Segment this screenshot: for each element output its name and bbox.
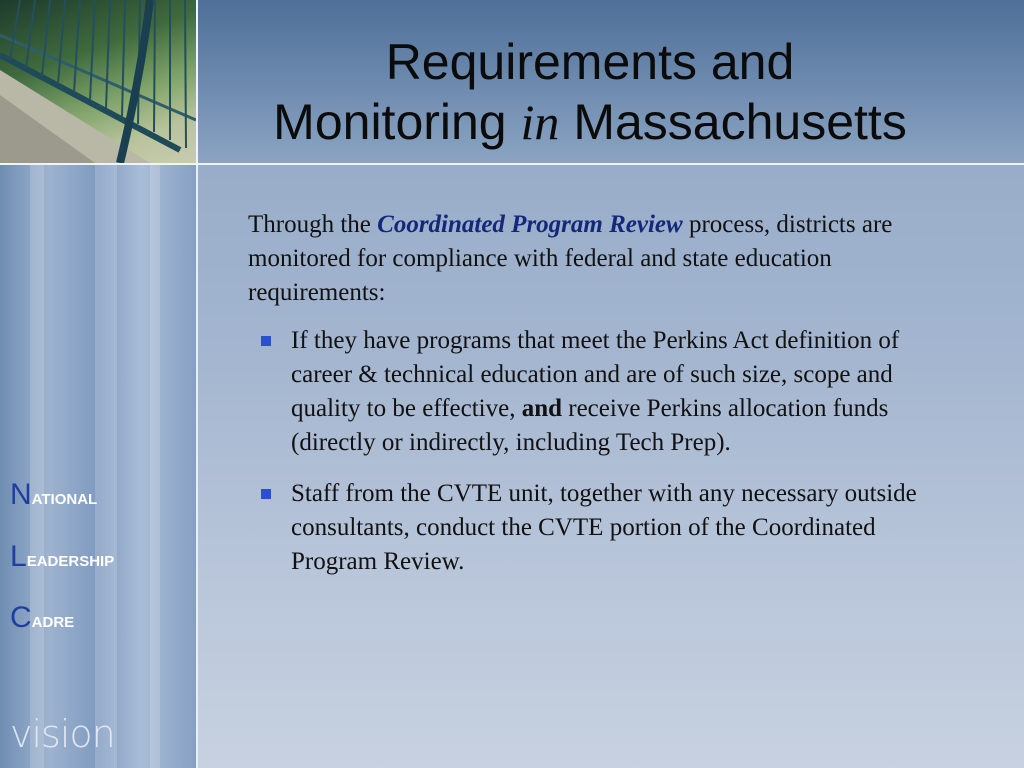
nlc-rest-national: ATIONAL <box>31 491 98 508</box>
nlc-initial-l: L <box>10 540 27 573</box>
bridge-railing-image <box>0 0 196 163</box>
intro-text-post: process, districts are monitored for compliance with federal and state education requirements: <box>248 211 893 306</box>
title-word-in: in <box>520 94 560 150</box>
nlc-leadership <box>10 540 114 574</box>
bullet1-text-pre: If they have programs that meet the Perkins Act definition of career & technical education and are of such size, scope and quality to be effective, <box>291 327 900 422</box>
slide-content <box>248 208 968 596</box>
bullet1-bold: and <box>521 395 563 422</box>
title-word-massachusetts: Massachusetts <box>573 94 907 150</box>
bridge-photo <box>0 0 198 163</box>
nlc-initial-n: N <box>10 478 32 511</box>
title-line-1: Requirements and <box>385 34 795 90</box>
nlc-cadre <box>10 601 74 635</box>
list-item <box>248 324 961 460</box>
title-word-monitoring: Monitoring <box>273 94 507 150</box>
bullet2-text: Staff from the CVTE unit, together with any necessary outside consultants, conduct the CVTE portion of the Coordinated Program Review. <box>291 480 917 575</box>
sidebar-stripe <box>150 165 160 768</box>
nlc-initial-c: C <box>10 601 32 634</box>
sidebar-stripe <box>30 165 44 768</box>
list-item <box>248 477 961 579</box>
bullet1-text-post: receive Perkins allocation funds (directly or indirectly, including Tech Prep). <box>291 395 889 456</box>
nlc-rest-cadre: ADRE <box>31 614 75 631</box>
bullet-list <box>248 324 968 579</box>
intro-text-pre: Through the <box>248 211 371 238</box>
sidebar-stripe <box>95 165 117 768</box>
bullet-square-icon <box>261 336 271 346</box>
intro-emphasis: Coordinated Program Review <box>377 211 683 238</box>
slide-title <box>200 32 980 152</box>
nlc-rest-leadership: EADERSHIP <box>26 553 115 570</box>
vision-logo: vision <box>10 712 115 756</box>
title-line-2 <box>200 92 980 152</box>
nlc-national <box>10 478 97 512</box>
left-sidebar <box>0 165 198 768</box>
bullet-square-icon <box>261 489 271 499</box>
intro-paragraph <box>248 208 948 310</box>
